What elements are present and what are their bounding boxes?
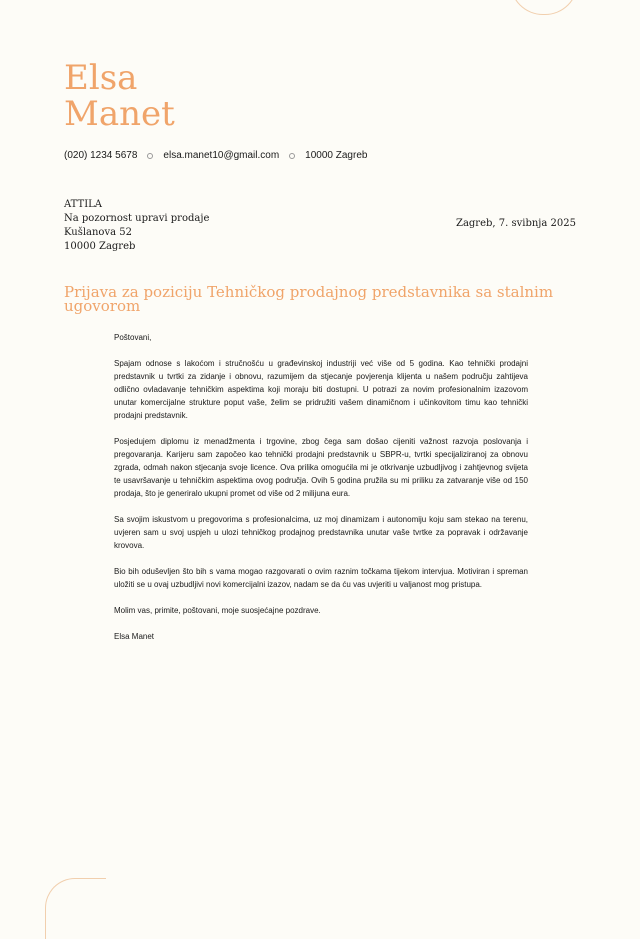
recipient-address <box>64 198 209 254</box>
decorative-arc-top <box>510 0 578 15</box>
separator-dot-icon <box>289 153 295 159</box>
letter-date: Zagreb, 7. svibnja 2025 <box>456 218 576 229</box>
first-name: Elsa <box>64 58 138 98</box>
recipient-company: ATTILA <box>64 199 103 210</box>
contact-info <box>64 150 367 161</box>
letter-subject: Prijava za poziciju Tehničkog prodajnog predstavnika sa stalnim ugovorom <box>64 283 554 315</box>
letter-body <box>114 331 528 656</box>
applicant-name <box>64 60 175 132</box>
paragraph: Bio bih oduševljen što bih s vama mogao razgovarati o ovim raznim točkama tijekom intervjua. Motiviran i spreman uložiti se u ovaj uzbudljivi novi komercijalni izazov, nadam se da ću vas uvjeriti u valjanost mog pristupa. <box>114 567 528 589</box>
paragraph: Posjedujem diplomu iz menadžmenta i trgovine, zbog čega sam došao cijeniti važnost razvoja poslovanja i pregovaranja. Karijeru sam započeo kao tehnički prodajni predstavnik u SBPR-u, tvrtki specijaliziranoj za obnovu zgrada, odmah nakon stjecanja svoje licence. Ova prilika omogućila mi je otkrivanje uzbudljivog i zahtjevnog svijeta te usavršavanje u tehničkim aspektima ovog područja. Ovih 5 godina pružila su mi priliku za zatvaranje više od 150 prodaja, što je generiralo ukupni promet od više od 2 milijuna eura. <box>114 437 528 498</box>
recipient-city: 10000 Zagreb <box>64 241 136 252</box>
signature: Elsa Manet <box>114 632 155 641</box>
last-name: Manet <box>64 94 175 134</box>
city: 10000 Zagreb <box>305 150 368 161</box>
paragraph: Sa svojim iskustvom u pregovorima s profesionalcima, uz moj dinamizam i autonomiju koju sam stekao na terenu, uvjeren sam u svoj uspjeh u ulozi tehničkog prodajnog predstavnika unutar vaše tvrtke za popravak i održavanje krovova. <box>114 515 528 550</box>
closing: Molim vas, primite, poštovani, moje suosjećajne pozdrave. <box>114 606 321 615</box>
separator-dot-icon <box>147 153 153 159</box>
recipient-street: Kušlanova 52 <box>64 227 132 238</box>
recipient-attention: Na pozornost upravi prodaje <box>64 213 210 224</box>
paragraph: Spajam odnose s lakoćom i stručnošću u građevinskoj industriji već više od 5 godina. Kao tehnički prodajni predstavnik u tvrtki za zidanje i obnovu, razumijem da stjecanje povjerenja klijenta u našem području zahtijeva odlično ovladavanje tehničkim aspektima koji moraju biti dostupni. U potrazi za novim profesionalnim izazovom unutar komercijalne strukture poput vaše, želim se pridružiti vašem dinamičnom i učinkovitom timu kao tehnički prodajni predstavnik. <box>114 359 528 420</box>
decorative-arc-bottom <box>45 878 106 939</box>
email-address: elsa.manet10@gmail.com <box>163 150 280 161</box>
greeting: Poštovani, <box>114 333 152 342</box>
phone-number: (020) 1234 5678 <box>64 150 138 161</box>
